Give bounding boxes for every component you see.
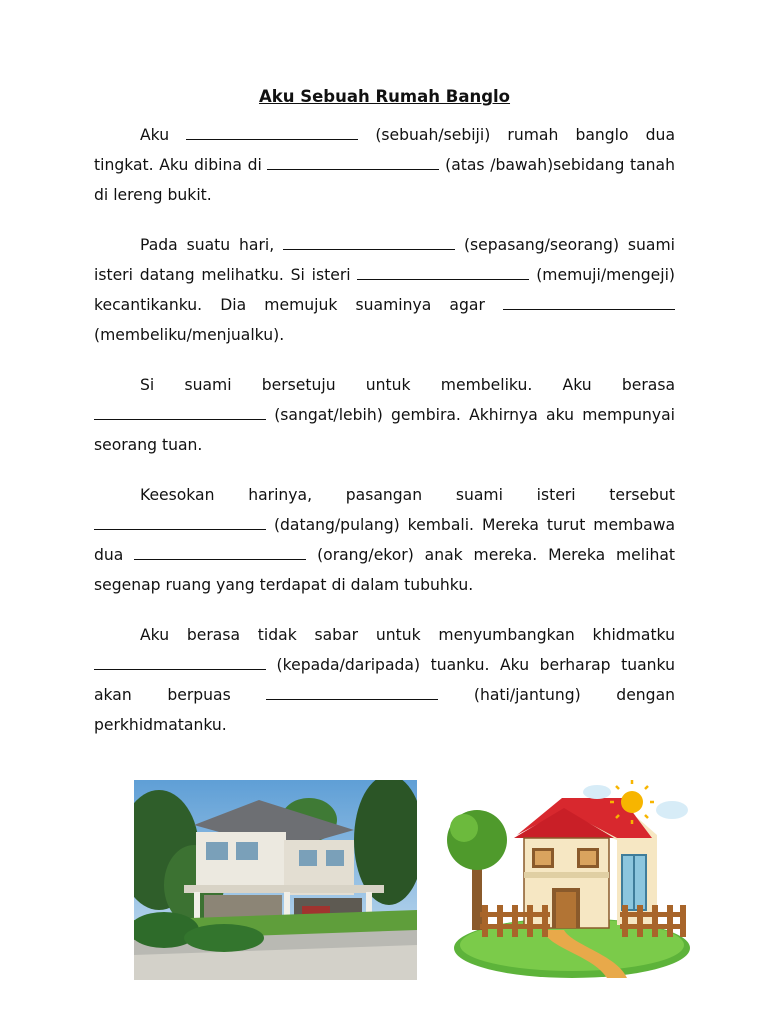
paragraph-text: Aku berasa tidak sabar untuk menyumbangkan khidmatku (140, 626, 675, 644)
paragraph-text: (sepasang/seorang) suami isteri datang melihatku. Si isteri (94, 236, 675, 284)
answer-blank[interactable] (357, 263, 529, 280)
answer-blank[interactable] (94, 403, 266, 420)
page-title: Aku Sebuah Rumah Banglo (258, 87, 511, 106)
paragraph-text: Aku (140, 126, 187, 144)
answer-blank[interactable] (266, 683, 438, 700)
paragraph-2 (94, 230, 675, 350)
answer-blank[interactable] (267, 153, 439, 170)
paragraphs (94, 120, 675, 740)
answer-blank[interactable] (94, 513, 266, 530)
answer-blank[interactable] (134, 543, 306, 560)
paragraph-3 (94, 370, 675, 460)
paragraph-text: (atas /bawah)sebidang tanah di lereng bukit. (94, 156, 676, 204)
answer-blank[interactable] (283, 233, 455, 250)
paragraph-text: (sangat/lebih) gembira. Akhirnya aku mempunyai seorang tuan. (94, 406, 675, 454)
paragraph-text: (hati/jantung) dengan perkhidmatanku. (94, 686, 676, 734)
paragraph-5 (94, 620, 675, 740)
answer-blank[interactable] (94, 653, 266, 670)
illustrations (134, 780, 694, 980)
paragraph-text: (membeliku/menjualku). (94, 326, 285, 344)
paragraph-text: (kepada/daripada) tuanku. Aku berharap tuanku akan berpuas (94, 656, 675, 704)
paragraph-text: Keesokan harinya, pasangan suami isteri tersebut (140, 486, 675, 504)
cartoon-house (442, 780, 694, 980)
answer-blank[interactable] (503, 293, 675, 310)
paragraph-text: (orang/ekor) anak mereka. Mereka melihat segenap ruang yang terdapat di dalam tubuhku. (94, 546, 675, 594)
paragraph-4 (94, 480, 675, 600)
paragraph-text: (datang/pulang) kembali. Mereka turut membawa dua (94, 516, 675, 564)
paragraph-1 (94, 120, 675, 210)
bungalow-photo (134, 780, 417, 980)
answer-blank[interactable] (186, 123, 358, 140)
worksheet (94, 86, 675, 760)
paragraph-text: (sebuah/sebiji) rumah banglo dua tingkat. Aku dibina di (94, 126, 676, 174)
paragraph-text: Si suami bersetuju untuk membeliku. Aku berasa (140, 376, 675, 394)
paragraph-text: Pada suatu hari, (140, 236, 284, 254)
paragraph-text: (memuji/mengeji) kecantikanku. Dia memujuk suaminya agar (94, 266, 675, 314)
